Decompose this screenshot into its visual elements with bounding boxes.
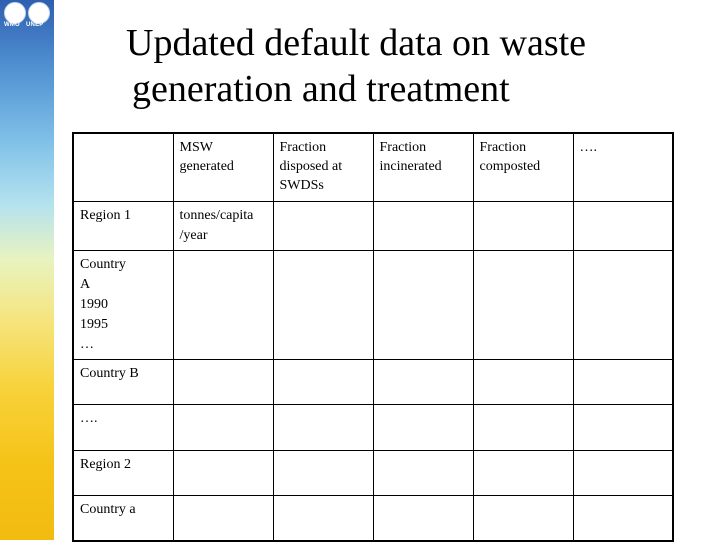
table-cell bbox=[573, 201, 673, 250]
row-label: Country A 1990 1995 … bbox=[73, 250, 173, 359]
row-label: Region 2 bbox=[73, 450, 173, 495]
table-row bbox=[73, 404, 673, 450]
table-cell bbox=[273, 404, 373, 450]
table-cell bbox=[373, 250, 473, 359]
logos bbox=[2, 2, 54, 32]
table-cell bbox=[173, 359, 273, 404]
table-header-row bbox=[73, 133, 673, 201]
table-row bbox=[73, 495, 673, 541]
table-cell bbox=[373, 450, 473, 495]
header-cell-more: …. bbox=[573, 133, 673, 201]
table-cell bbox=[473, 495, 573, 541]
table-cell bbox=[473, 250, 573, 359]
unit-cell: tonnes/capita /year bbox=[173, 201, 273, 250]
table-cell bbox=[273, 250, 373, 359]
table-cell bbox=[373, 495, 473, 541]
header-cell-msw-generated: MSW generated bbox=[173, 133, 273, 201]
table-cell bbox=[273, 359, 373, 404]
table-cell bbox=[473, 450, 573, 495]
title-line-2: generation and treatment bbox=[132, 68, 510, 110]
table-cell bbox=[473, 404, 573, 450]
slide-sidebar bbox=[0, 0, 54, 540]
table-cell bbox=[273, 450, 373, 495]
table-cell bbox=[173, 495, 273, 541]
table-cell bbox=[573, 359, 673, 404]
table-cell bbox=[573, 495, 673, 541]
header-cell-fraction-incinerated: Fraction incinerated bbox=[373, 133, 473, 201]
header-cell-fraction-disposed: Fraction disposed at SWDSs bbox=[273, 133, 373, 201]
wmo-logo-text: WMO bbox=[4, 22, 20, 28]
row-label: …. bbox=[73, 404, 173, 450]
table-row bbox=[73, 450, 673, 495]
table-cell bbox=[273, 495, 373, 541]
table-cell bbox=[573, 404, 673, 450]
title-line-1: Updated default data on waste bbox=[126, 22, 587, 64]
table-cell bbox=[173, 250, 273, 359]
table-cell bbox=[273, 201, 373, 250]
table-cell bbox=[473, 359, 573, 404]
slide-title bbox=[126, 20, 706, 112]
header-cell-fraction-composted: Fraction composted bbox=[473, 133, 573, 201]
table-cell bbox=[373, 404, 473, 450]
table-row bbox=[73, 201, 673, 250]
table-cell bbox=[373, 359, 473, 404]
unep-logo-text: UNEP bbox=[26, 22, 44, 28]
table-cell bbox=[373, 201, 473, 250]
table-cell bbox=[173, 450, 273, 495]
table-cell bbox=[573, 250, 673, 359]
row-label: Country a bbox=[73, 495, 173, 541]
row-label: Region 1 bbox=[73, 201, 173, 250]
table-row bbox=[73, 250, 673, 359]
header-cell bbox=[73, 133, 173, 201]
table-cell bbox=[473, 201, 573, 250]
unep-logo-icon bbox=[28, 2, 50, 24]
table-cell bbox=[573, 450, 673, 495]
table-cell bbox=[173, 404, 273, 450]
wmo-logo-icon bbox=[4, 2, 26, 24]
waste-data-table bbox=[72, 132, 674, 542]
table-row bbox=[73, 359, 673, 404]
row-label: Country B bbox=[73, 359, 173, 404]
